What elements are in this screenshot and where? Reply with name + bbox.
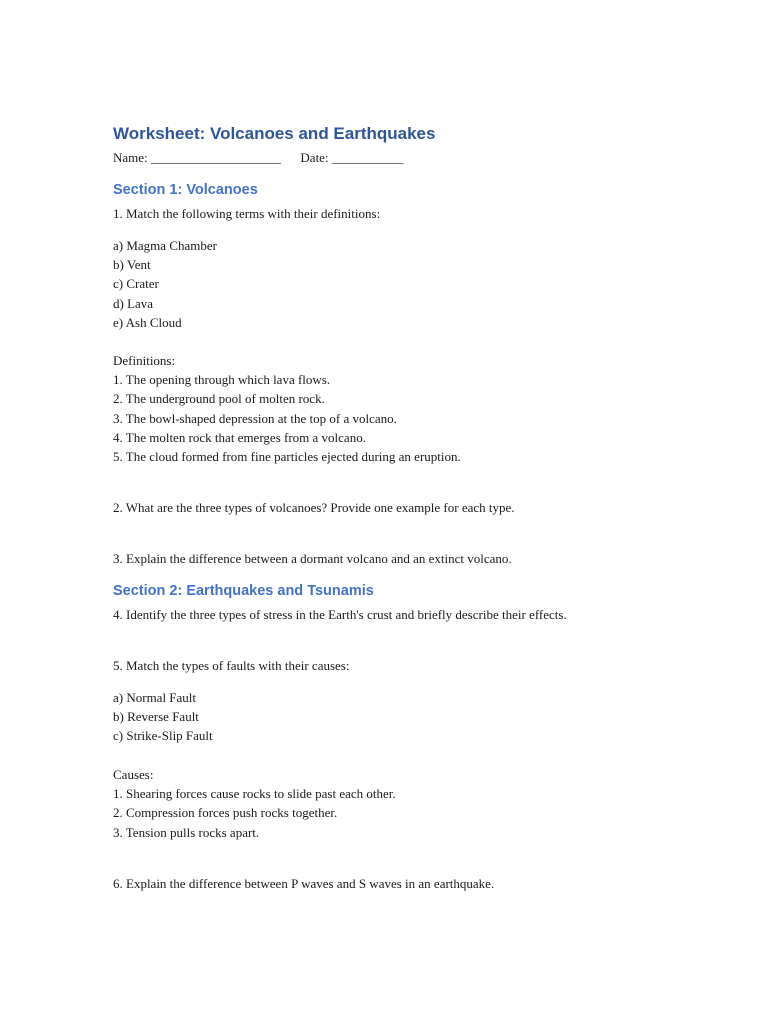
list-item: 3. Tension pulls rocks apart.	[113, 824, 260, 840]
list-item: 1. The opening through which lava flows.	[113, 372, 331, 388]
question-2: 2. What are the three types of volcanoes? Provide one example for each type.	[113, 500, 515, 515]
list-item: 2. Compression forces push rocks together.	[113, 805, 338, 821]
section-2-heading: Section 2: Earthquakes and Tsunamis	[113, 583, 374, 599]
question-4: 4. Identify the three types of stress in the Earth's crust and briefly describe their effects.	[113, 607, 567, 622]
list-item: b) Vent	[113, 257, 151, 273]
name-date-line	[113, 150, 403, 165]
question-1: 1. Match the following terms with their definitions:	[113, 206, 381, 221]
date-label: Date:	[300, 150, 329, 165]
worksheet-title: Worksheet: Volcanoes and Earthquakes	[113, 124, 436, 143]
list-item: 5. The cloud formed from fine particles ejected during an eruption.	[113, 449, 461, 465]
name-label: Name:	[113, 150, 148, 165]
question-6: 6. Explain the difference between P waves and S waves in an earthquake.	[113, 876, 495, 891]
list-item: 3. The bowl-shaped depression at the top of a volcano.	[113, 410, 397, 426]
definitions-list	[113, 351, 461, 466]
list-item: 4. The molten rock that emerges from a volcano.	[113, 429, 366, 445]
definitions-label: Definitions:	[113, 353, 176, 368]
list-item: 2. The underground pool of molten rock.	[113, 391, 325, 407]
list-item: c) Crater	[113, 276, 159, 292]
question-3: 3. Explain the difference between a dormant volcano and an extinct volcano.	[113, 551, 512, 566]
list-item: a) Magma Chamber	[113, 238, 217, 253]
terms-list	[113, 236, 217, 332]
list-item: 1. Shearing forces cause rocks to slide past each other.	[113, 786, 396, 802]
list-item: a) Normal Fault	[113, 690, 197, 705]
date-blank: ___________	[331, 150, 404, 165]
list-item: e) Ash Cloud	[113, 314, 182, 330]
list-item: b) Reverse Fault	[113, 709, 199, 725]
faults-list	[113, 688, 213, 746]
causes-list	[113, 765, 396, 842]
list-item: d) Lava	[113, 295, 154, 311]
causes-label: Causes:	[113, 767, 154, 782]
name-blank: ____________________	[150, 150, 281, 165]
question-5: 5. Match the types of faults with their causes:	[113, 658, 350, 673]
list-item: c) Strike-Slip Fault	[113, 728, 213, 744]
section-1-heading: Section 1: Volcanoes	[113, 182, 258, 198]
